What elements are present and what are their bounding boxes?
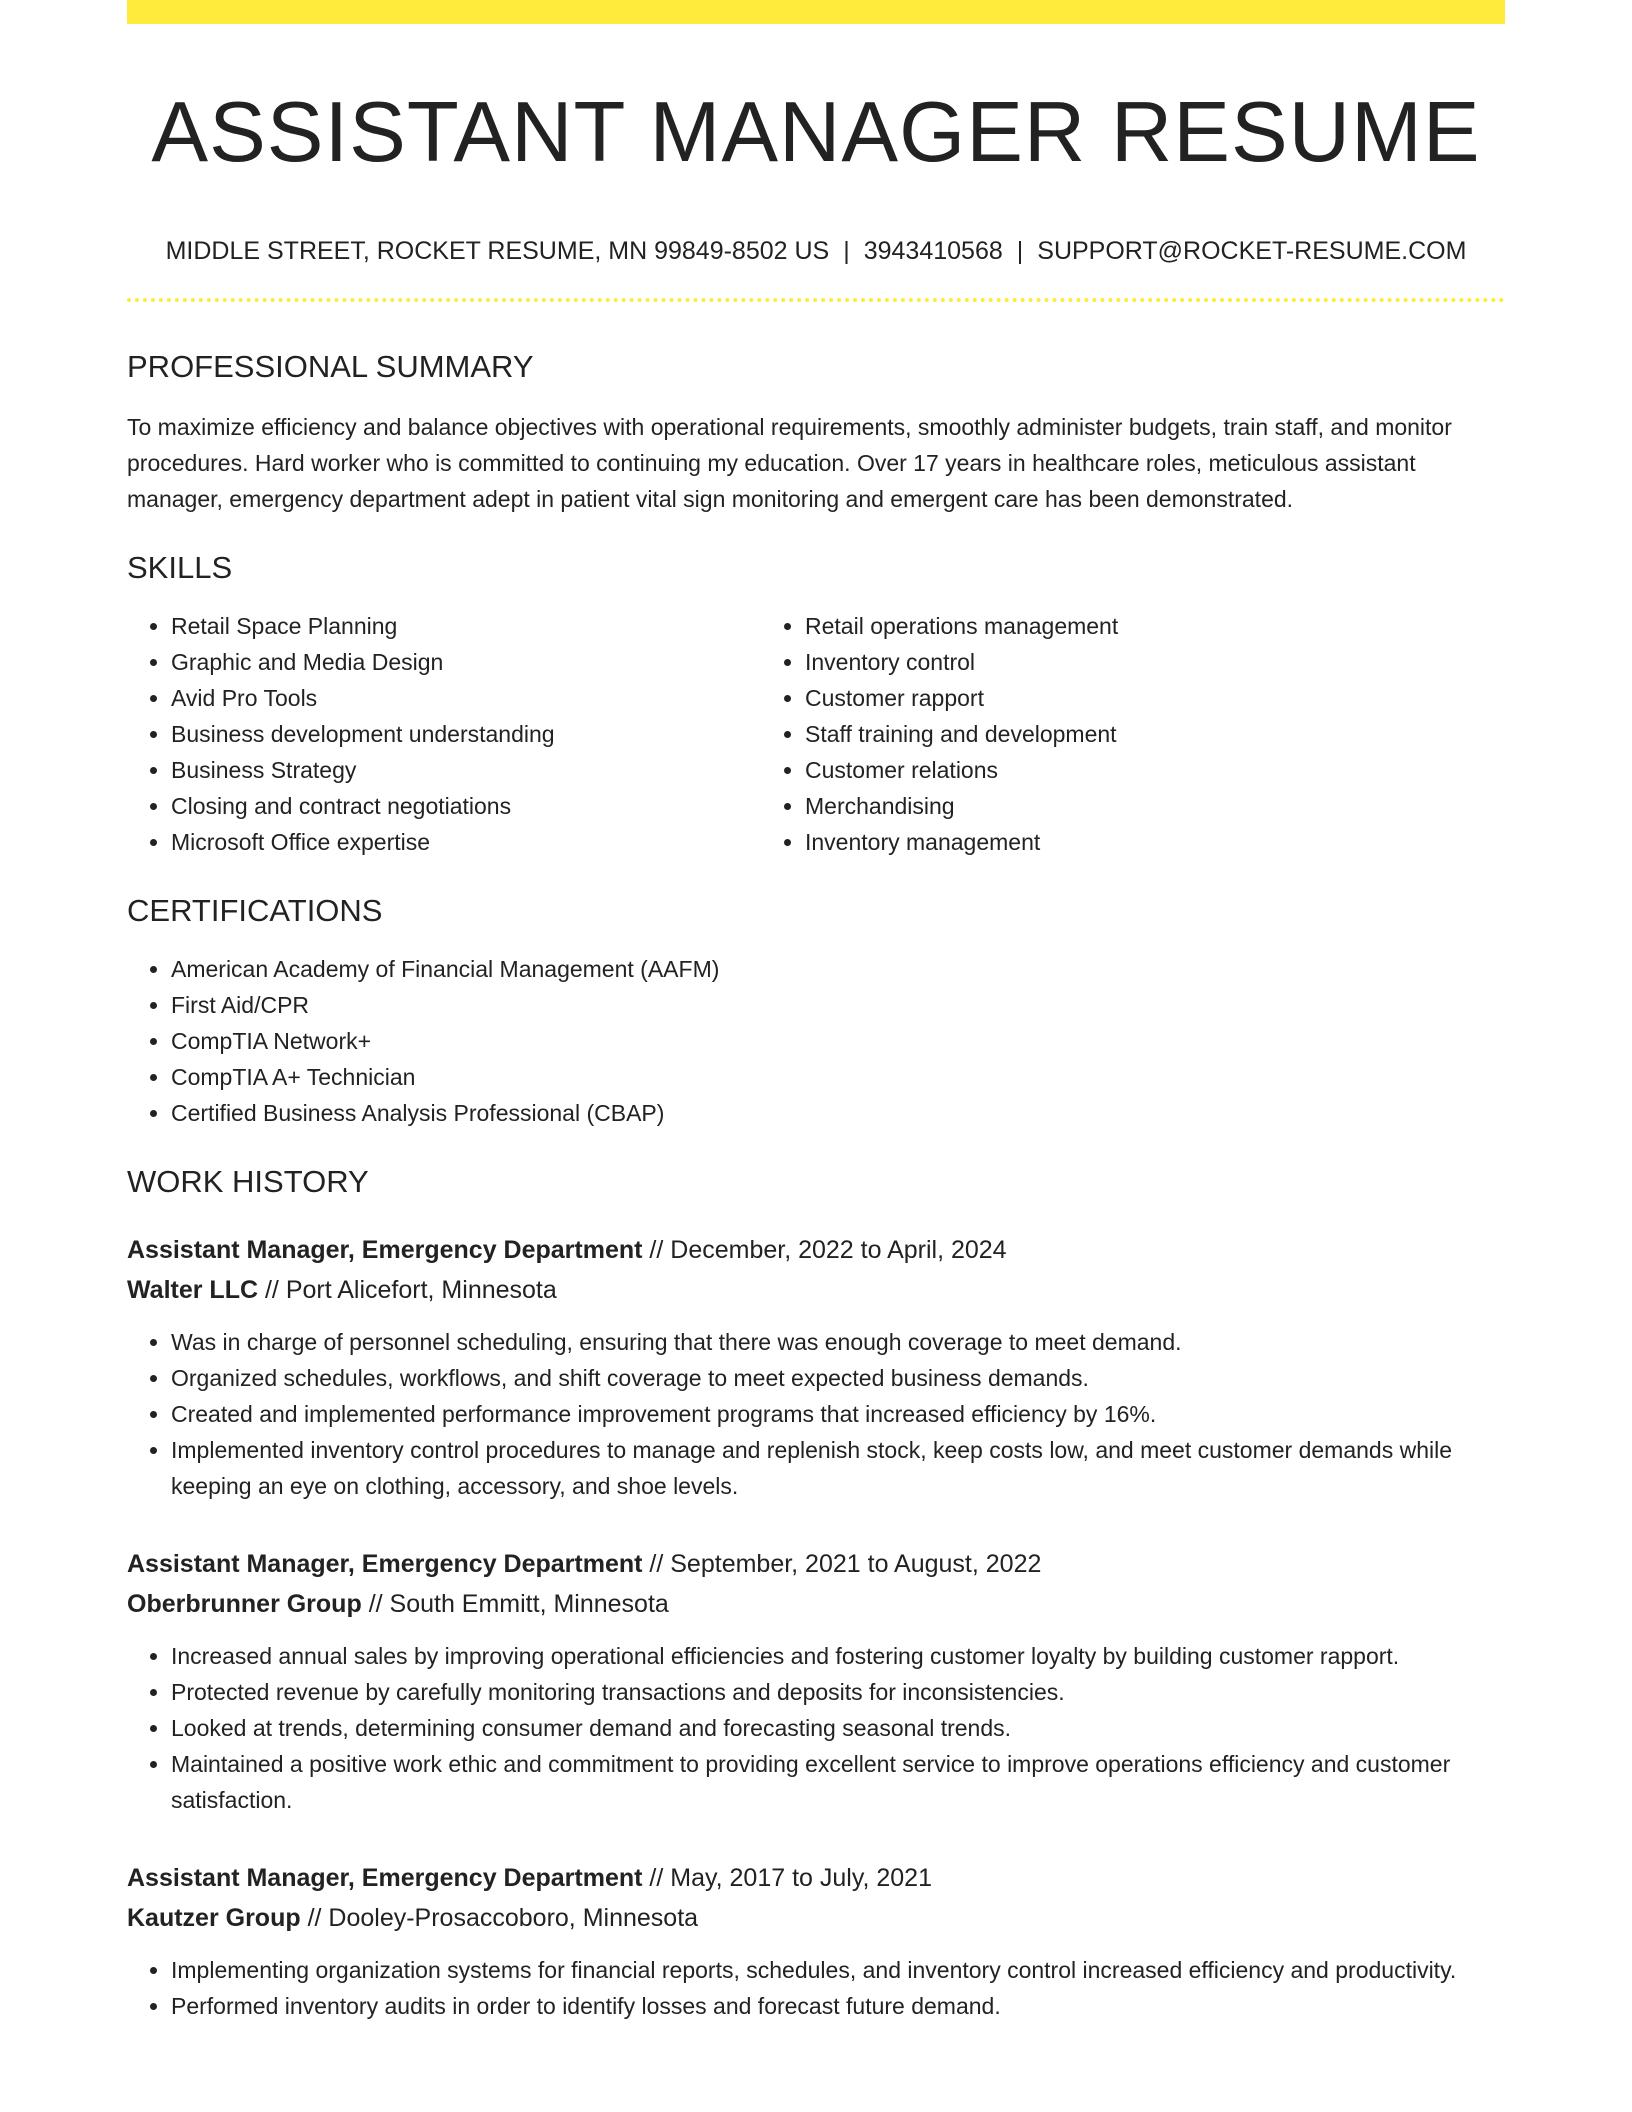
dotted-divider [127, 298, 1505, 302]
certification-item: • First Aid/CPR [171, 987, 1505, 1023]
resume-page [127, 0, 1505, 2024]
skill-item: • Business Strategy [171, 752, 761, 788]
job-entry [127, 1230, 1505, 1504]
job-location: // Port Alicefort, Minnesota [264, 1276, 557, 1305]
job-bullets [127, 1638, 1505, 1818]
job-title-line [127, 1858, 1505, 1898]
certifications-list [127, 951, 1505, 1131]
job-company-line [127, 1584, 1505, 1624]
certification-item: • Certified Business Analysis Professional (CBAP) [171, 1095, 1505, 1131]
certification-item: • American Academy of Financial Management (AAFM) [171, 951, 1505, 987]
skill-item: • Retail operations management [805, 608, 1395, 644]
skill-item: • Customer rapport [805, 680, 1395, 716]
skills-section [127, 549, 1505, 860]
contact-separator: | [843, 236, 850, 265]
job-entry [127, 1858, 1505, 2024]
job-dates: // May, 2017 to July, 2021 [649, 1864, 932, 1893]
job-company-line [127, 1898, 1505, 1938]
job-dates: // September, 2021 to August, 2022 [649, 1550, 1042, 1579]
job-dates: // December, 2022 to April, 2024 [649, 1236, 1007, 1265]
job-bullet: • Implemented inventory control procedures to manage and replenish stock, keep costs low, and meet customer demands while keeping an eye on clothing, accessory, and shoe levels. [171, 1432, 1505, 1504]
job-bullet: • Performed inventory audits in order to identify losses and forecast future demand. [171, 1988, 1505, 2024]
skills-list-left [127, 608, 761, 860]
job-bullets [127, 1324, 1505, 1504]
contact-address: MIDDLE STREET, ROCKET RESUME, MN 99849-8502 US [165, 236, 830, 265]
skill-item: • Retail Space Planning [171, 608, 761, 644]
job-title-line [127, 1230, 1505, 1270]
contact-email: SUPPORT@ROCKET-RESUME.COM [1037, 236, 1467, 265]
summary-heading: PROFESSIONAL SUMMARY [127, 348, 534, 384]
skill-item: • Customer relations [805, 752, 1395, 788]
skill-item: • Avid Pro Tools [171, 680, 761, 716]
job-bullet: • Organized schedules, workflows, and shift coverage to meet expected business demands. [171, 1360, 1505, 1396]
summary-text: To maximize efficiency and balance objectives with operational requirements, smoothly administer budgets, train staff, and monitor procedures. Hard worker who is committed to continuing my education. Over 17 years in healthcare roles, meticulous assistant manager, emergency department adept in patient vital sign monitoring and emergent care has been demonstrated. [127, 413, 1452, 512]
job-title-line [127, 1544, 1505, 1584]
work-history-heading: WORK HISTORY [127, 1164, 369, 1200]
certification-item: • CompTIA A+ Technician [171, 1059, 1505, 1095]
contact-line [127, 236, 1505, 266]
skills-columns [127, 608, 1505, 860]
job-bullet: • Increased annual sales by improving operational efficiencies and fostering customer loyalty by building customer rapport. [171, 1638, 1505, 1674]
certifications-heading: CERTIFICATIONS [127, 892, 383, 928]
job-company: Walter LLC [127, 1276, 259, 1305]
accent-bar [127, 0, 1505, 24]
skill-item: • Microsoft Office expertise [171, 824, 761, 860]
skill-item: • Graphic and Media Design [171, 644, 761, 680]
job-company: Kautzer Group [127, 1904, 301, 1933]
job-role: Assistant Manager, Emergency Department [127, 1236, 643, 1265]
contact-phone: 3943410568 [863, 236, 1003, 265]
skill-item: • Merchandising [805, 788, 1395, 824]
job-company: Oberbrunner Group [127, 1590, 362, 1619]
contact-separator: | [1016, 236, 1024, 265]
certifications-section [127, 892, 1505, 1131]
skill-item: • Inventory control [805, 644, 1395, 680]
work-history-section [127, 1163, 1505, 2024]
job-bullet: • Maintained a positive work ethic and commitment to providing excellent service to improve operations efficiency and customer satisfaction. [171, 1746, 1505, 1818]
skill-item: • Closing and contract negotiations [171, 788, 761, 824]
resume-title: ASSISTANT MANAGER RESUME [151, 85, 1481, 180]
job-entry [127, 1544, 1505, 1818]
job-bullet: • Looked at trends, determining consumer demand and forecasting seasonal trends. [171, 1710, 1505, 1746]
job-role: Assistant Manager, Emergency Department [127, 1864, 643, 1893]
job-bullet: • Was in charge of personnel scheduling, ensuring that there was enough coverage to meet demand. [171, 1324, 1505, 1360]
skills-list-right [761, 608, 1395, 860]
job-location: // South Emmitt, Minnesota [368, 1590, 669, 1619]
job-bullet: • Implementing organization systems for financial reports, schedules, and inventory control increased efficiency and productivity. [171, 1952, 1505, 1988]
job-company-line [127, 1270, 1505, 1310]
job-bullets [127, 1952, 1505, 2024]
certification-item: • CompTIA Network+ [171, 1023, 1505, 1059]
skills-heading: SKILLS [127, 549, 233, 585]
skill-item: • Staff training and development [805, 716, 1395, 752]
skill-item: • Inventory management [805, 824, 1395, 860]
job-bullet: • Created and implemented performance improvement programs that increased efficiency by 16%. [171, 1396, 1505, 1432]
job-bullet: • Protected revenue by carefully monitoring transactions and deposits for inconsistencies. [171, 1674, 1505, 1710]
job-role: Assistant Manager, Emergency Department [127, 1550, 643, 1579]
job-location: // Dooley-Prosaccoboro, Minnesota [307, 1904, 699, 1933]
skill-item: • Business development understanding [171, 716, 761, 752]
